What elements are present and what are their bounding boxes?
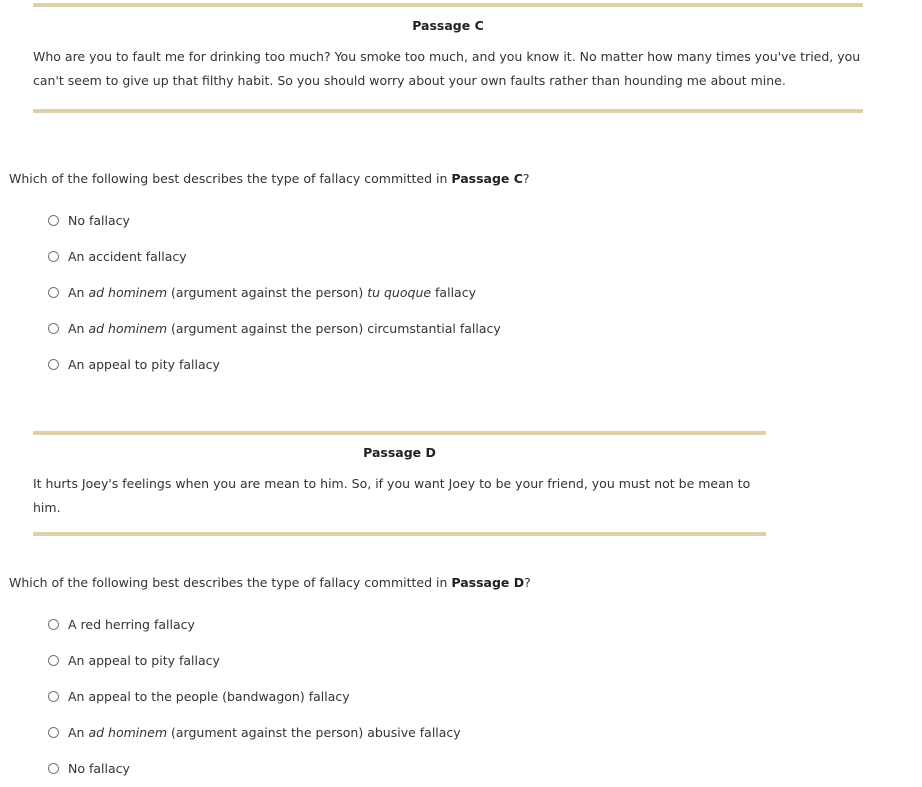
- passage-c-line-1: Who are you to fault me for drinking too much? You smoke too much, and you know it. No matter how many times you've tried, you: [33, 49, 861, 64]
- question-c-prefix: Which of the following best describes the type of fallacy committed in: [9, 171, 452, 186]
- passage-d-bottom-rule: [33, 532, 766, 536]
- question-c-option-2[interactable]: [48, 246, 187, 266]
- passage-c-text: [33, 45, 863, 93]
- radio-button[interactable]: [48, 619, 59, 630]
- question-d-prefix: Which of the following best describes the type of fallacy committed in: [9, 575, 452, 590]
- option-label: No fallacy: [68, 212, 130, 228]
- question-d-option-1[interactable]: [48, 614, 195, 634]
- option-label: An ad hominem (argument against the person) abusive fallacy: [68, 724, 461, 740]
- question-c-passage-ref: Passage C: [451, 171, 523, 186]
- question-c-prompt: [9, 171, 530, 186]
- question-d-passage-ref: Passage D: [451, 575, 525, 590]
- radio-button[interactable]: [48, 691, 59, 702]
- question-d-option-3[interactable]: [48, 686, 350, 706]
- question-d-option-5[interactable]: [48, 758, 130, 778]
- passage-d-top-rule: [33, 431, 766, 435]
- question-d-option-2[interactable]: [48, 650, 220, 670]
- question-c-suffix: ?: [522, 171, 530, 186]
- option-label: An appeal to pity fallacy: [68, 652, 220, 668]
- question-c-option-3[interactable]: [48, 282, 476, 302]
- radio-button[interactable]: [48, 763, 59, 774]
- passage-c-top-rule: [33, 3, 863, 7]
- option-label: No fallacy: [68, 760, 130, 776]
- option-label: A red herring fallacy: [68, 616, 195, 632]
- option-label: An ad hominem (argument against the person) tu quoque fallacy: [68, 284, 476, 300]
- option-label: An ad hominem (argument against the person) circumstantial fallacy: [68, 320, 501, 336]
- passage-c-box: [33, 3, 863, 113]
- radio-button[interactable]: [48, 251, 59, 262]
- radio-button[interactable]: [48, 323, 59, 334]
- question-c-option-5[interactable]: [48, 354, 220, 374]
- passage-d-box: [33, 431, 766, 536]
- option-label: An appeal to pity fallacy: [68, 356, 220, 372]
- option-label: An appeal to the people (bandwagon) fallacy: [68, 688, 350, 704]
- radio-button[interactable]: [48, 359, 59, 370]
- passage-c-bottom-rule: [33, 109, 863, 113]
- question-d-prompt: [9, 575, 531, 590]
- radio-button[interactable]: [48, 215, 59, 226]
- passage-d-title: Passage D: [363, 445, 436, 460]
- radio-button[interactable]: [48, 287, 59, 298]
- question-d-option-4[interactable]: [48, 722, 461, 742]
- question-d-suffix: ?: [524, 575, 531, 590]
- passage-c-line-2: can't seem to give up that filthy habit. So you should worry about your own faults rather than hounding me about mine.: [33, 73, 786, 88]
- question-c-option-1[interactable]: [48, 210, 130, 230]
- passage-d-text: It hurts Joey's feelings when you are mean to him. So, if you want Joey to be your friend, you must not be mean to him.: [33, 476, 751, 515]
- option-label: An accident fallacy: [68, 248, 187, 264]
- radio-button[interactable]: [48, 655, 59, 666]
- radio-button[interactable]: [48, 727, 59, 738]
- passage-c-title: Passage C: [412, 18, 484, 33]
- question-c-option-4[interactable]: [48, 318, 501, 338]
